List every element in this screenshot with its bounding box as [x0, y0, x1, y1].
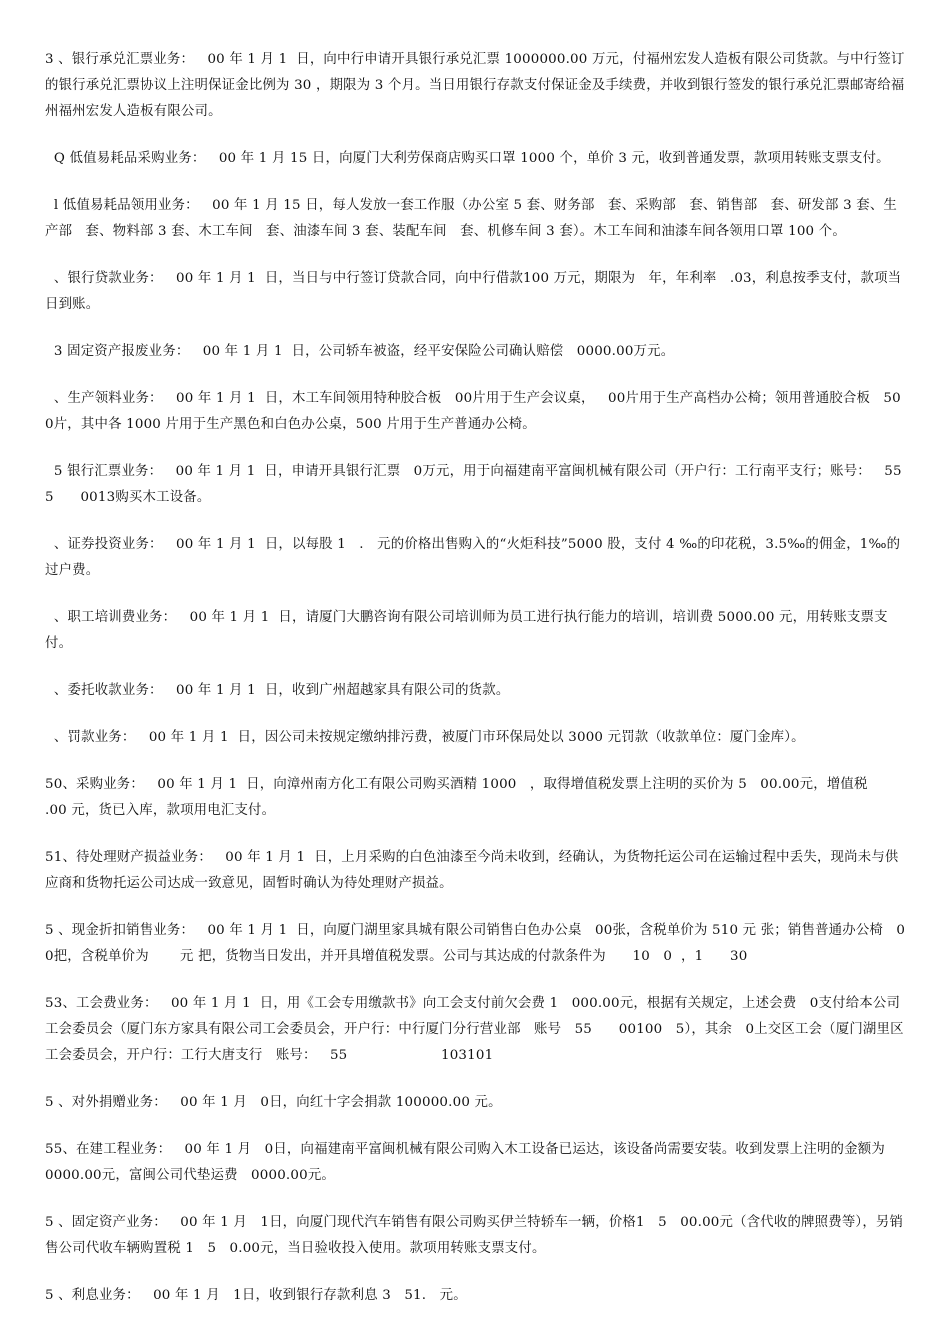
paragraph-51: 51、待处理财产损益业务： 00 年 1 月 1 日，上月采购的白色油漆至今尚未收到，经确认，为货物托运公司在运输过程中丢失，现尚未与供应商和货物托运公司达成一致意见，固暂时确认为待处理财产损益。 — [45, 850, 899, 891]
paragraph-9: 5 银行汇票业务： 00 年 1 月 1 日，申请开具银行汇票 0万元，用于向福建南平富闽机械有限公司（开户行：工行南平支行；账号： 55 5 0013购买木工设备。 — [45, 464, 929, 505]
paragraph-53: 53、工会费业务： 00 年 1 月 1 日，用《工会专用缴款书》向工会支付前欠会费 1 000.00元，根据有关规定，上述会费 0支付给本公司工会委员会（厦门东方家具有限公司工会委员会，开户行：中行厦门分行营业部 账号 55 00100 5），其余 0上交区工会（厦门湖里区工会委员会，开户行：工行大唐支行 账号： 55 103101 — [45, 996, 904, 1063]
paragraph-50: 50、采购业务： 00 年 1 月 1 日，向漳州南方化工有限公司购买酒精 1000 ，取得增值税发票上注明的买价为 5 00.00元，增值税 .00 元，货已入库，款项用电汇支付。 — [45, 777, 913, 818]
paragraph-57: 5 、利息业务： 00 年 1 月 1日，收到银行存款利息 3 51. 元。 — [45, 1288, 467, 1303]
paragraph-7: 3 固定资产报废业务： 00 年 1 月 1 日，公司轿车被盗，经平安保险公司确认赔偿 0000.00万元。 — [45, 344, 675, 359]
paragraph-11: 、职工培训费业务： 00 年 1 月 1 日，请厦门大鹏咨询有限公司培训师为员工进行执行能力的培训，培训费 5000.00 元，用转账支票支付。 — [45, 610, 888, 651]
paragraph-55: 55、在建工程业务： 00 年 1 月 0日，向福建南平富闽机械有限公司购入木工设备已运达，该设备尚需要安装。收到发票上注明的金额为 0000.00元，富闽公司代垫运费 0000.00元。 — [45, 1142, 908, 1183]
paragraph-3: 3 、银行承兑汇票业务： 00 年 1 月 1 日，向中行申请开具银行承兑汇票 1000000.00 万元，付福州宏发人造板有限公司货款。与中行签订的银行承兑汇票协议上注明保证金比例为 30 ，期限为 3 个月。当日用银行存款支付保证金及手续费，并收到银行签发的银行承兑汇票邮寄给福州福州宏发人造板有限公司。 — [45, 52, 905, 119]
paragraph-12: 、委托收款业务： 00 年 1 月 1 日，收到广州超越家具有限公司的货款。 — [45, 683, 510, 698]
paragraph-5: l 低值易耗品领用业务： 00 年 1 月 15 日，每人发放一套工作服（办公室 5 套、财务部 套、采购部 套、销售部 套、研发部 3 套、生产部 套、物料部 3 套、木工车间 套、油漆车间 3 套、装配车间 套、机修车间 3 套）。木工车间和油漆车间各领用口罩 100 个。 — [45, 198, 898, 239]
paragraph-13: 、罚款业务： 00 年 1 月 1 日，因公司未按规定缴纳排污费，被厦门市环保局处以 3000 元罚款（收款单位：厦门金库）。 — [45, 730, 805, 745]
paragraph-6: 、银行贷款业务： 00 年 1 月 1 日，当日与中行签订贷款合同，向中行借款100 万元，期限为 年，年利率 .03，利息按季支付，款项当日到账。 — [45, 271, 902, 312]
paragraph-8: 、生产领料业务： 00 年 1 月 1 日，木工车间领用特种胶合板 00片用于生产会议桌， 00片用于生产高档办公椅；领用普通胶合板 500片，其中各 1000 片用于生产黑色和白色办公桌，500 片用于生产普通办公椅。 — [45, 391, 901, 432]
paragraph-54: 5 、对外捐赠业务： 00 年 1 月 0日，向红十字会捐款 100000.00 元。 — [45, 1095, 502, 1110]
paragraph-4: Q 低值易耗品采购业务： 00 年 1 月 15 日，向厦门大利劳保商店购买口罩 1000 个，单价 3 元，收到普通发票，款项用转账支票支付。 — [45, 151, 890, 166]
paragraph-56: 5 、固定资产业务： 00 年 1 月 1日，向厦门现代汽车销售有限公司购买伊兰特轿车一辆，价格1 5 00.00元（含代收的牌照费等），另销售公司代收车辆购置税 1 5 0.00元，当日验收投入使用。款项用转账支票支付。 — [45, 1215, 904, 1256]
paragraph-10: 、证券投资业务： 00 年 1 月 1 日，以每股 1 . 元的价格出售购入的“火炬科技”5000 股，支付 4 ‰的印花税，3.5‰的佣金，1‰的过户费。 — [45, 537, 901, 578]
document-body — [45, 47, 929, 1330]
paragraph-52: 5 、现金折扣销售业务： 00 年 1 月 1 日，向厦门湖里家具城有限公司销售白色办公桌 00张，含税单价为 510 元 张；销售普通办公椅 00把，含税单价为 元 把，货物当日发出，并开具增值税发票。公司与其达成的付款条件为 10 0 ，1 30 — [45, 923, 906, 964]
